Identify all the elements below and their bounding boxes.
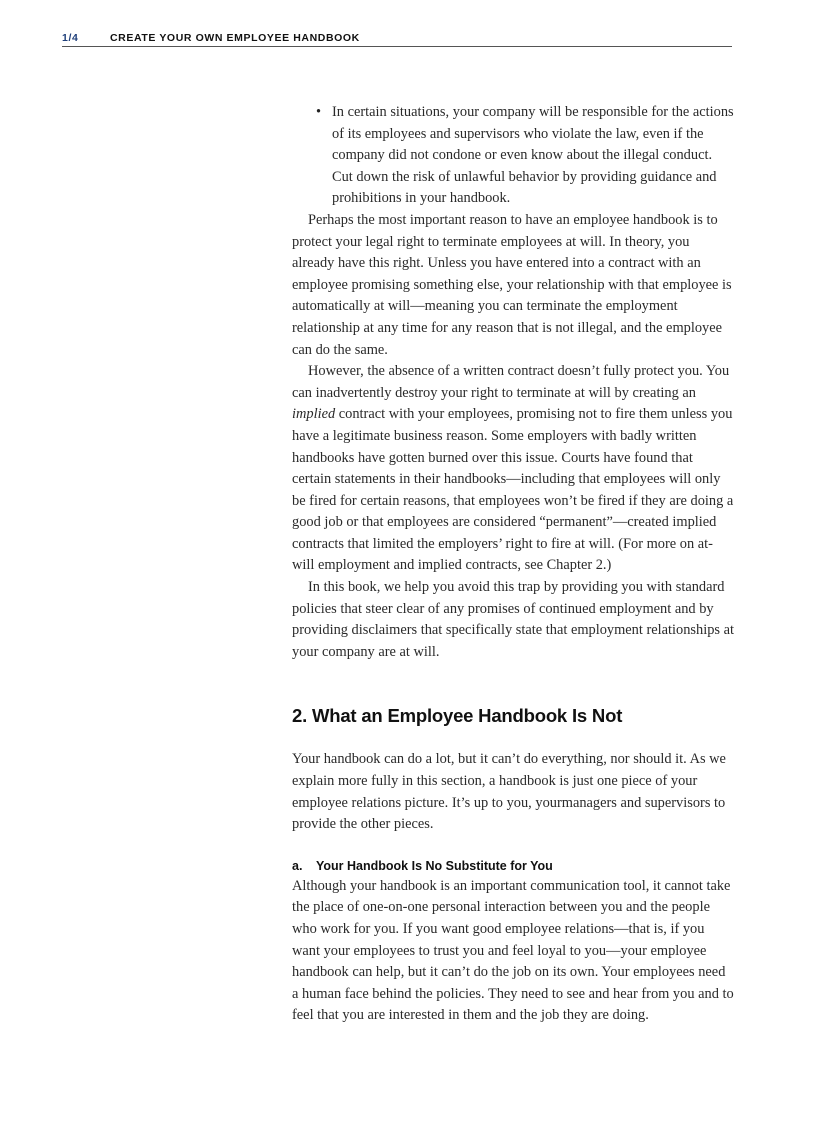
subsection-heading <box>292 856 734 876</box>
bullet-item: • In certain situations, your company will be responsible for the actions of its employees and supervisors who violate the law, even if the company did not condone or even know about the illegal conduct. Cut down the risk of unlawful behavior by providing guidance and prohibitions in your handbook. <box>332 102 734 210</box>
paragraph-text: contract with your employees, promising not to fire them unless you have a legitimate business reason. Some employers with badly written handbooks have gotten burned over this issue. Courts have found that certain statements in their handbooks—including that employees will only be fired for certain reasons, that employees won’t be fired if they are doing a good job or that employees are considered “permanent”—created implied contracts that limited the employers’ right to fire at will. (For more on at-will employment and implied contracts, see Chapter 2.) <box>292 406 734 574</box>
main-content <box>292 102 734 1027</box>
subsection-title: Your Handbook Is No Substitute for You <box>316 858 553 873</box>
paragraph-at-will: Perhaps the most important reason to have an employee handbook is to protect your legal right to terminate employees at will. In theory, you already have this right. Unless you have entered into a contract with an employee promising something else, your relationship with that employee is automatically at will—meaning you can terminate the employment relationship at any time for any reason that is not illegal, and the employee can do the same. <box>292 211 732 358</box>
paragraph-implied-contract <box>292 361 734 577</box>
book-title: CREATE YOUR OWN EMPLOYEE HANDBOOK <box>110 32 360 44</box>
bullet-list <box>292 102 734 210</box>
emphasis-implied: implied <box>292 406 336 423</box>
subsection-text: Although your handbook is an important communication tool, it cannot take the place of one-on-one personal interaction between you and the people who work for you. If you want good employee relations—that is, if you want your employees to trust you and feel loyal to you—your employee handbook can help, but it can’t do the job on its own. Your employees need a human face behind the policies. They need to see and hear from you and to feel that you are interested in them and the job they are doing. <box>292 877 734 1024</box>
section-intro: Your handbook can do a lot, but it can’t do everything, nor should it. As we explain more fully in this section, a handbook is just one piece of your employee relations picture. It’s up to you, yourmanagers and supervisors to provide the other pieces. <box>292 751 726 833</box>
paragraph-text: However, the absence of a written contract doesn’t fully protect you. You can inadvertently destroy your right to terminate at will by creating an <box>292 363 730 401</box>
page-number: 1/4 <box>62 32 79 44</box>
subsection-letter: a. <box>292 858 303 873</box>
section-heading: 2. What an Employee Handbook Is Not <box>292 705 623 727</box>
running-header <box>62 32 732 47</box>
paragraph-avoid-trap: In this book, we help you avoid this trap by providing you with standard policies that steer clear of any promises of continued employment and by providing disclaimers that specifically state that employment relationships at your company are at will. <box>292 579 734 660</box>
